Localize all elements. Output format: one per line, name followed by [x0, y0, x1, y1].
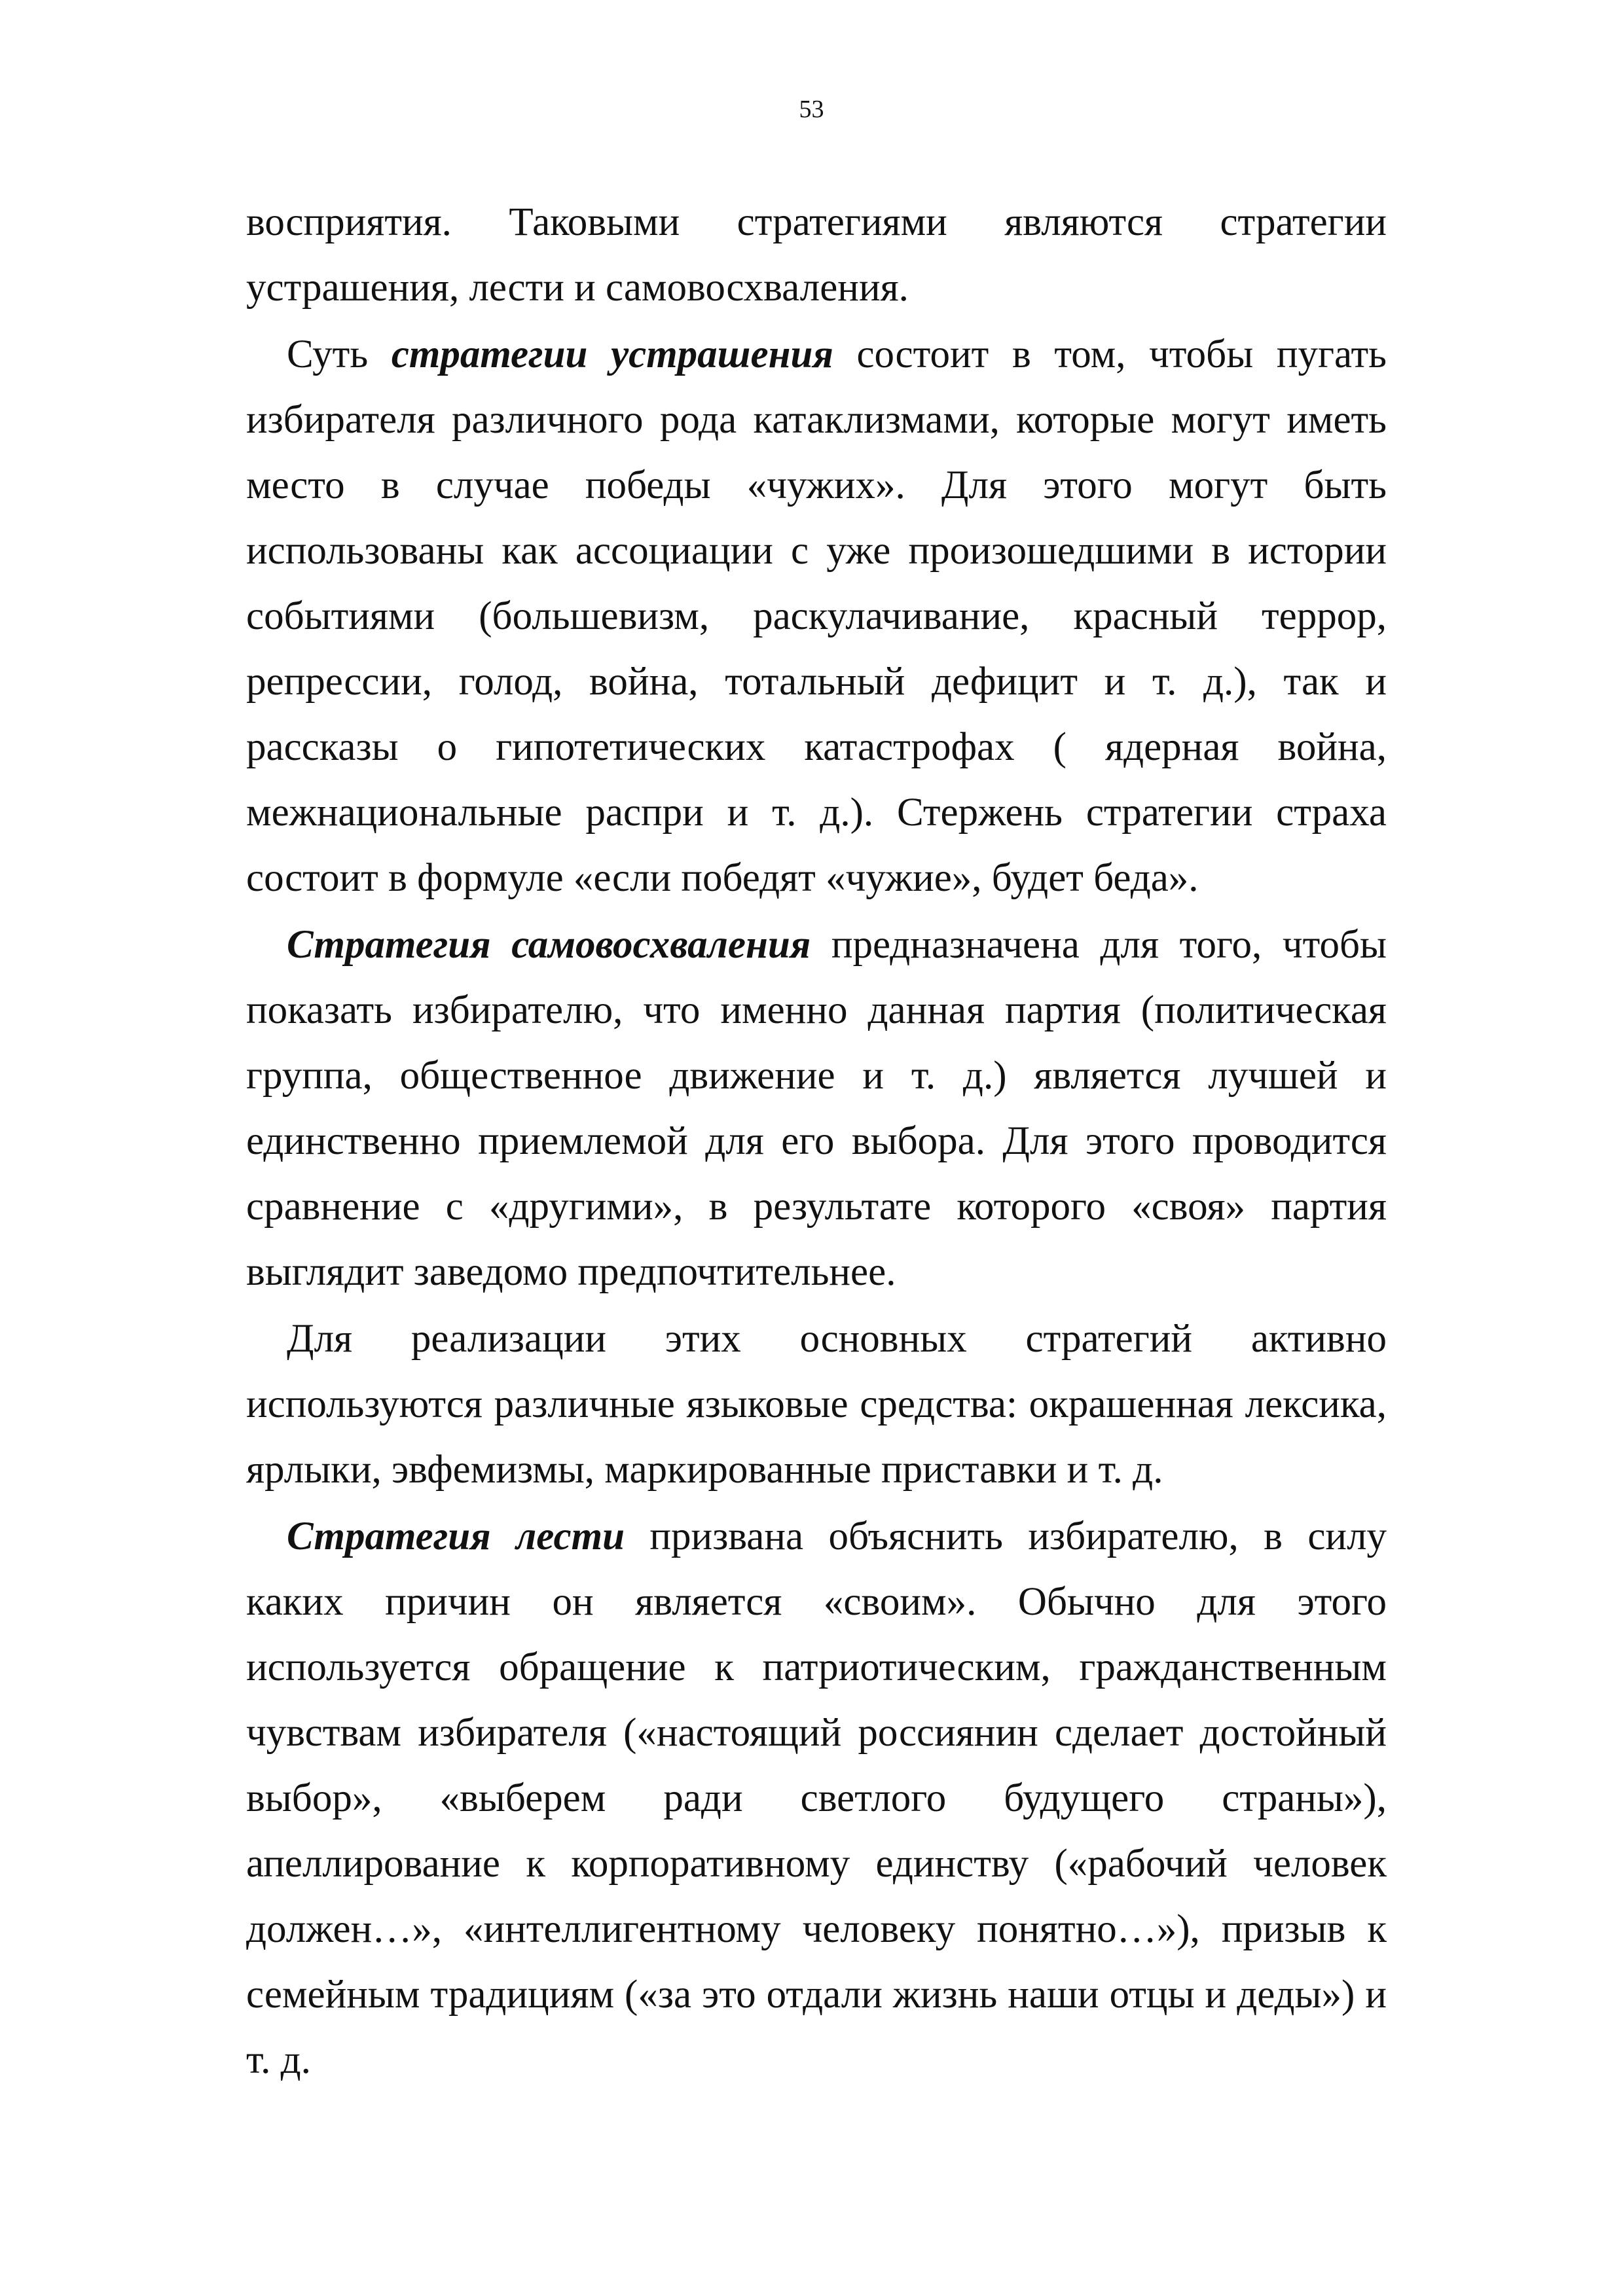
- term-intimidation-strategy: стратегии устрашения: [391, 332, 833, 376]
- paragraph-perception-continuation: [246, 190, 1387, 321]
- paragraph-flattery-strategy: [246, 1504, 1387, 2093]
- paragraph-language-means: [246, 1306, 1387, 1503]
- paragraph-self-praise-strategy: [246, 912, 1387, 1305]
- paragraph-prefix: Суть: [287, 332, 392, 376]
- term-self-praise-strategy: Стратегия самовосхваления: [287, 923, 811, 967]
- paragraph-text: состоит в том, чтобы пугать избирателя различного рода катаклизмами, которые могут иметь место в случае победы «чужих». Для этого могут быть использованы как ассоциации с уже произошедшими в истории событиями (большевизм, раскулачивание, красный террор, репрессии, голод, война, тотальный дефицит и т. д.), так и рассказы о гипотетических катастрофах ( ядерная война, межнациональные распри и т. д.). Стержень стратегии страха состоит в формуле «если победят «чужие», будет беда».: [246, 332, 1387, 900]
- paragraph-text: Для реализации этих основных стратегий активно используются различные языковые средства: окрашенная лексика, ярлыки, эвфемизмы, маркированные приставки и т. д.: [246, 1317, 1387, 1492]
- body-text: [246, 190, 1387, 2093]
- paragraph-text: призвана объяснить избирателю, в силу каких причин он является «своим». Обычно для этого используется обращение к патриотическим, гражданственным чувствам избирателя («настоящий россиянин сделает достойный выбор», «выберем ради светлого будущего страны»), апеллирование к корпоративному единству («рабочий человек должен…», «интеллигентному человеку понятно…»), призыв к семейным традициям («за это отдали жизнь наши отцы и деды») и т. д.: [246, 1515, 1387, 2082]
- paragraph-intimidation-strategy: [246, 322, 1387, 911]
- paragraph-text: восприятия. Таковыми стратегиями являются стратегии устрашения, лести и самовосхваления.: [246, 200, 1387, 310]
- page-number: 53: [799, 96, 824, 123]
- term-flattery-strategy: Стратегия лести: [287, 1515, 625, 1558]
- paragraph-text: предназначена для того, чтобы показать избирателю, что именно данная партия (политическая группа, общественное движение и т. д.) является лучшей и единственно приемлемой для его выбора. Для этого проводится сравнение с «другими», в результате которого «своя» партия выглядит заведомо предпочтительнее.: [246, 923, 1387, 1294]
